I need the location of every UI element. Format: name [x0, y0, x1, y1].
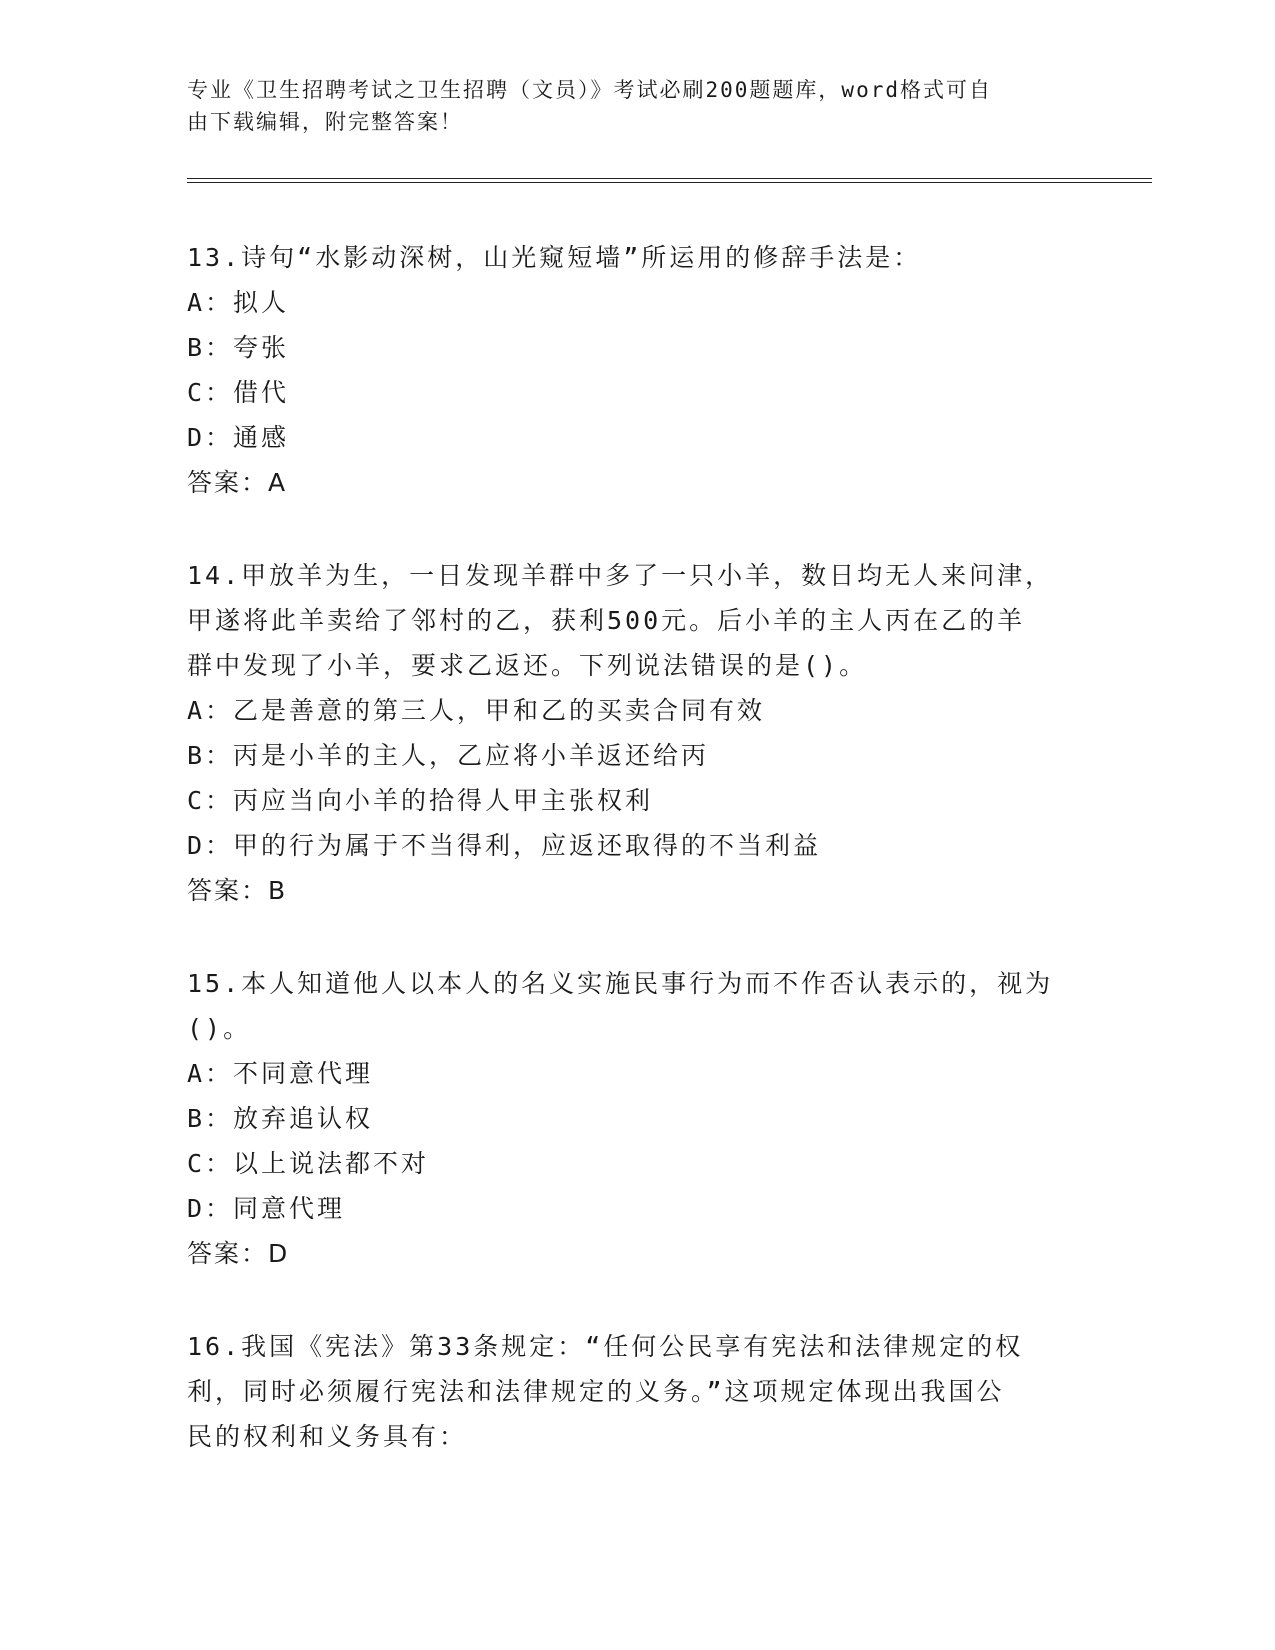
answer-key: 答案：A: [187, 468, 288, 497]
question-text: 甲遂将此羊卖给了邻村的乙，获利500元。后小羊的主人丙在乙的羊: [187, 606, 1026, 635]
answer-option: C：丙应当向小羊的拾得人甲主张权利: [187, 786, 654, 815]
question-text: 13.诗句“水影动深树，山光窥短墙”所运用的修辞手法是：: [187, 243, 922, 272]
question-text: 15.本人知道他人以本人的名义实施民事行为而不作否认表示的，视为: [187, 969, 1054, 998]
answer-option: C：借代: [187, 378, 290, 407]
answer-option: A：乙是善意的第三人，甲和乙的买卖合同有效: [187, 696, 766, 725]
question-block: [187, 235, 1067, 505]
question-text: 群中发现了小羊，要求乙返还。下列说法错误的是()。: [187, 651, 868, 680]
question-block: [187, 1324, 1067, 1459]
answer-option: A：不同意代理: [187, 1059, 374, 1088]
answer-option: B：丙是小羊的主人，乙应将小羊返还给丙: [187, 741, 710, 770]
document-header: [187, 74, 1067, 138]
answer-option: D：同意代理: [187, 1194, 346, 1223]
header-divider: [187, 178, 1152, 183]
answer-key: 答案：B: [187, 876, 288, 905]
question-text: ()。: [187, 1014, 252, 1043]
header-line-2: 由下载编辑，附完整答案！: [187, 110, 463, 134]
answer-option: B：放弃追认权: [187, 1104, 374, 1133]
answer-option: C：以上说法都不对: [187, 1149, 430, 1178]
question-block: [187, 961, 1067, 1276]
question-text: 14.甲放羊为生，一日发现羊群中多了一只小羊，数日均无人来问津，: [187, 561, 1054, 590]
header-line-1: 专业《卫生招聘考试之卫生招聘（文员）》考试必刷200题题库，word格式可自: [187, 78, 992, 102]
question-text: 利，同时必须履行宪法和法律规定的义务。”这项规定体现出我国公: [187, 1377, 1005, 1406]
answer-option: D：甲的行为属于不当得利，应返还取得的不当利益: [187, 831, 822, 860]
question-text: 民的权利和义务具有：: [187, 1422, 468, 1451]
question-block: [187, 553, 1067, 913]
question-list: [187, 235, 1067, 1507]
answer-option: B：夸张: [187, 333, 290, 362]
answer-option: A：拟人: [187, 288, 290, 317]
answer-option: D：通感: [187, 423, 290, 452]
answer-key: 答案：D: [187, 1239, 290, 1268]
question-text: 16.我国《宪法》第33条规定：“任何公民享有宪法和法律规定的权: [187, 1332, 1024, 1361]
